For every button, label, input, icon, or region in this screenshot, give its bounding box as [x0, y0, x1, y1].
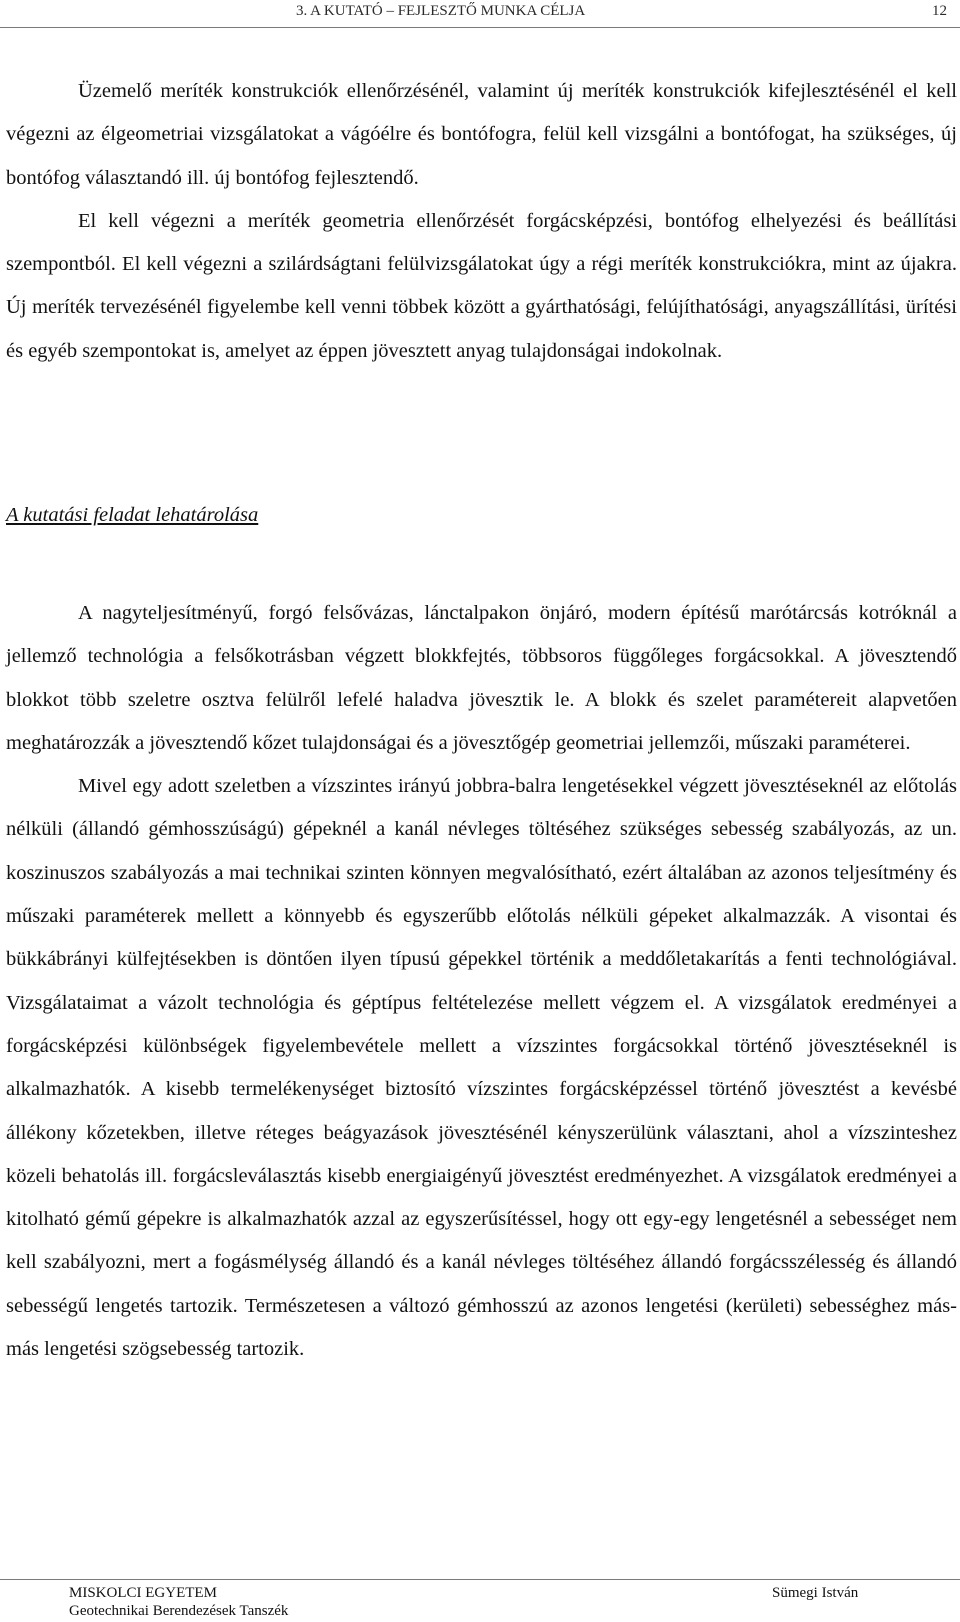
institution-name: MISKOLCI EGYETEM	[69, 1585, 217, 1601]
page-number: 12	[932, 3, 947, 19]
intro-text	[6, 70, 957, 373]
department-name: Geotechnikai Berendezések Tanszék	[69, 1603, 289, 1619]
section-heading: A kutatási feladat lehatárolása	[6, 504, 259, 526]
page-header	[0, 0, 960, 24]
header-divider	[0, 27, 960, 28]
footer-institution-block	[69, 1584, 288, 1620]
paragraph: Üzemelő meríték konstrukciók ellenőrzésénél, valamint új meríték konstrukciók kifejlesztésénél el kell végezni az élgeometriai vizsgálatokat a vágóélre és bontófogra, felül kell vizsgálni a bontófogat, ha szükséges, új bontófog választandó ill. új bontófog fejlesztendő.	[6, 80, 957, 189]
footer-divider	[0, 1579, 960, 1580]
chapter-title: 3. A KUTATÓ – FEJLESZTŐ MUNKA CÉLJA	[296, 3, 586, 19]
paragraph: A nagyteljesítményű, forgó felsővázas, lánctalpakon önjáró, modern építésű marótárcsás kotróknál a jellemző technológia a felsőkotrásban végzett blokkfejtés, többsoros függőleges forgácsokkal. A jövesztendő blokkot több szeletre osztva felülről lefelé haladva jövesztik le. A blokk és szelet paramétereit alapvetően meghatározzák a jövesztendő kőzet tulajdonságai és a jövesztőgép geometriai jellemzői, műszaki paraméterei.	[6, 602, 957, 754]
section-text	[6, 592, 957, 1371]
paragraph: El kell végezni a meríték geometria ellenőrzését forgácsképzési, bontófog elhelyezési és beállítási szempontból. El kell végezni a szilárdságtani felülvizsgálatokat úgy a régi meríték konstrukciókra, mint az újakra. Új meríték tervezésénél figyelembe kell venni többek között a gyárthatósági, felújíthatósági, anyagszállítási, ürítési és egyéb szempontokat is, amelyet az éppen jövesztett anyag tulajdonságai indokolnak.	[6, 209, 957, 362]
paragraph: Mivel egy adott szeletben a vízszintes irányú jobbra-balra lengetésekkel végzett jövesztéseknél az előtolás nélküli (állandó gémhosszúságú) gépeknél a kanál névleges töltéséhez szükséges sebesség szabályozás, az un. koszinuszos szabályozás a mai technikai szinten könnyen megvalósítható, ezért általában az azonos teljesítmény és műszaki paraméterek mellett a könnyebb és egyszerűbb előtolás nélküli gépeket alkalmazzák. A visontai és bükkábrányi külfejtésekben is döntően ilyen típusú gépekkel történik a meddőletakarítás a fenti technológiával. Vizsgálataimat a vázolt technológia és géptípus feltételezése mellett végzem el. A vizsgálatok eredményei a forgácsképzési különbségek figyelembevétele mellett a vízszintes forgácsokkal történő jövesztéseknél is alkalmazhatók. A kisebb termelékenységet biztosító vízszintes forgácsképzéssel történő jövesztést a kevésbé állékony kőzetekben, illetve réteges beágyazások jövesztésénél kényszerülünk választani, ahol a vízszinteshez közeli behatolás ill. forgácsleválasztás kisebb energiaigényű jövesztést eredményezhet. A vizsgálatok eredményei a kitolható gémű gépekre is alkalmazhatók azzal az egyszerűsítéssel, hogy ott egy-egy lengetésnél a sebességet nem kell szabályozni, mert a fogásmélység állandó és a kanál névleges töltéséhez állandó forgácsszélesség és állandó sebességű lengetés tartozik. Természetesen a változó gémhosszú az azonos lengetési (kerületi) sebességhez más-más lengetési szögsebesség tartozik.	[6, 775, 957, 1361]
author-name: Sümegi István	[772, 1585, 859, 1601]
